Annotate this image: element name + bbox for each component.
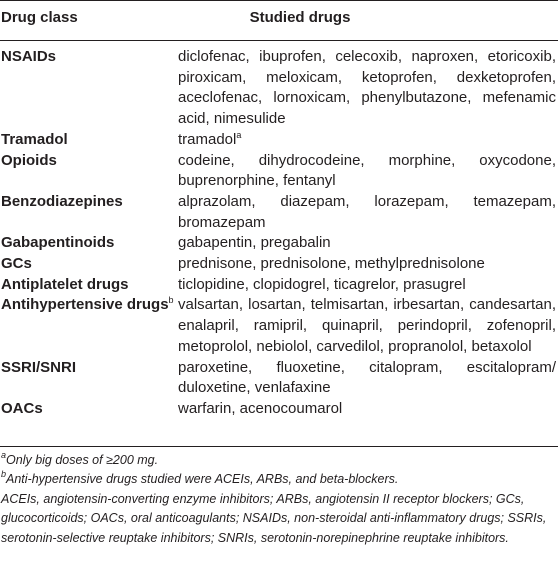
drug-class-cell: Gabapentinoids xyxy=(1,234,115,252)
drug-class-cell: Benzodiazepines xyxy=(1,192,123,210)
table-row xyxy=(0,399,558,420)
drug-class-cell: SSRI/SNRI xyxy=(1,358,77,376)
footnote-marker-a: a xyxy=(236,129,242,140)
studied-drugs-cell: paroxetine, fluoxetine, citalopram, escitalopram/ duloxetine, venlafaxine xyxy=(178,358,556,397)
table-row xyxy=(0,130,558,151)
table-footnotes xyxy=(1,451,547,548)
studied-drugs-cell: valsartan, losartan, telmisartan, irbesartan, candesartan, enalapril, ramipril, quinapril, perindopril, zofenopril, metoprolol, nebiolol, carvedilol, propranolol, betaxolol xyxy=(178,296,556,355)
drug-class-cell: Tramadol xyxy=(1,130,68,148)
table-bottom-rule xyxy=(0,446,558,447)
drug-class-cell: Antiplatelet drugs xyxy=(1,275,129,293)
studied-drugs-cell: gabapentin, pregabalin xyxy=(178,234,331,252)
drug-class-cell: Opioids xyxy=(1,151,57,169)
table-row xyxy=(0,295,558,357)
studied-drugs-cell: diclofenac, ibuprofen, celecoxib, naproxen, etoricoxib, piroxicam, meloxicam, ketoprofen, dexketoprofen, aceclofenac, lornoxicam, phenylbutazone, mefenamic acid, nimesulide xyxy=(178,48,556,128)
drug-class-cell xyxy=(0,295,178,357)
drug-class-name: Antihypertensive drugs xyxy=(1,296,169,314)
footnote-marker-b: b xyxy=(168,295,174,306)
table-row xyxy=(0,151,558,192)
studied-drugs-cell: alprazolam, diazepam, lorazepam, temazepam, bromazepam xyxy=(178,192,556,231)
column-header-studied-drugs: Studied drugs xyxy=(249,9,351,26)
drug-name: tramadol xyxy=(178,130,237,148)
table-top-rule xyxy=(0,0,558,1)
footnote-marker-b: b xyxy=(1,469,7,480)
footnote-text: Only big doses of ≥200 mg. xyxy=(6,453,159,467)
footnote-marker-a: a xyxy=(1,450,7,460)
table-row xyxy=(0,233,558,254)
table-row xyxy=(0,275,558,296)
studied-drugs-cell xyxy=(178,130,556,151)
studied-drugs-cell: codeine, dihydrocodeine, morphine, oxycodone, buprenorphine, fentanyl xyxy=(178,151,556,190)
drug-class-cell: NSAIDs xyxy=(1,48,57,65)
footnote-text: Anti-hypertensive drugs studied were ACEIs, ARBs, and beta-blockers. xyxy=(6,472,399,487)
table-row xyxy=(0,254,558,275)
footnote-a xyxy=(1,451,547,470)
table-body xyxy=(0,47,558,420)
column-header-drug-class: Drug class xyxy=(1,9,78,26)
footnote-b xyxy=(1,470,547,489)
table-row xyxy=(0,47,558,130)
table-header-rule xyxy=(0,40,558,41)
drug-class-cell: GCs xyxy=(1,255,32,273)
studied-drugs-cell: prednisone, prednisolone, methylprednisolone xyxy=(178,255,485,273)
studied-drugs-cell: ticlopidine, clopidogrel, ticagrelor, prasugrel xyxy=(178,275,466,293)
table-row xyxy=(0,192,558,233)
studied-drugs-cell: warfarin, acenocoumarol xyxy=(178,399,343,417)
drug-class-cell: OACs xyxy=(1,399,43,417)
abbreviations-note: ACEIs, angiotensin-converting enzyme inhibitors; ARBs, angiotensin II receptor blockers; GCs, glucocorticoids; OACs, oral anticoagulants; NSAIDs, non-steroidal anti-inflammatory drugs; SSRIs, serotonin-selective reuptake inhibitors; SNRIs, serotonin-norepinephrine reuptake inhibitors. xyxy=(1,491,547,545)
table-row xyxy=(0,358,558,399)
